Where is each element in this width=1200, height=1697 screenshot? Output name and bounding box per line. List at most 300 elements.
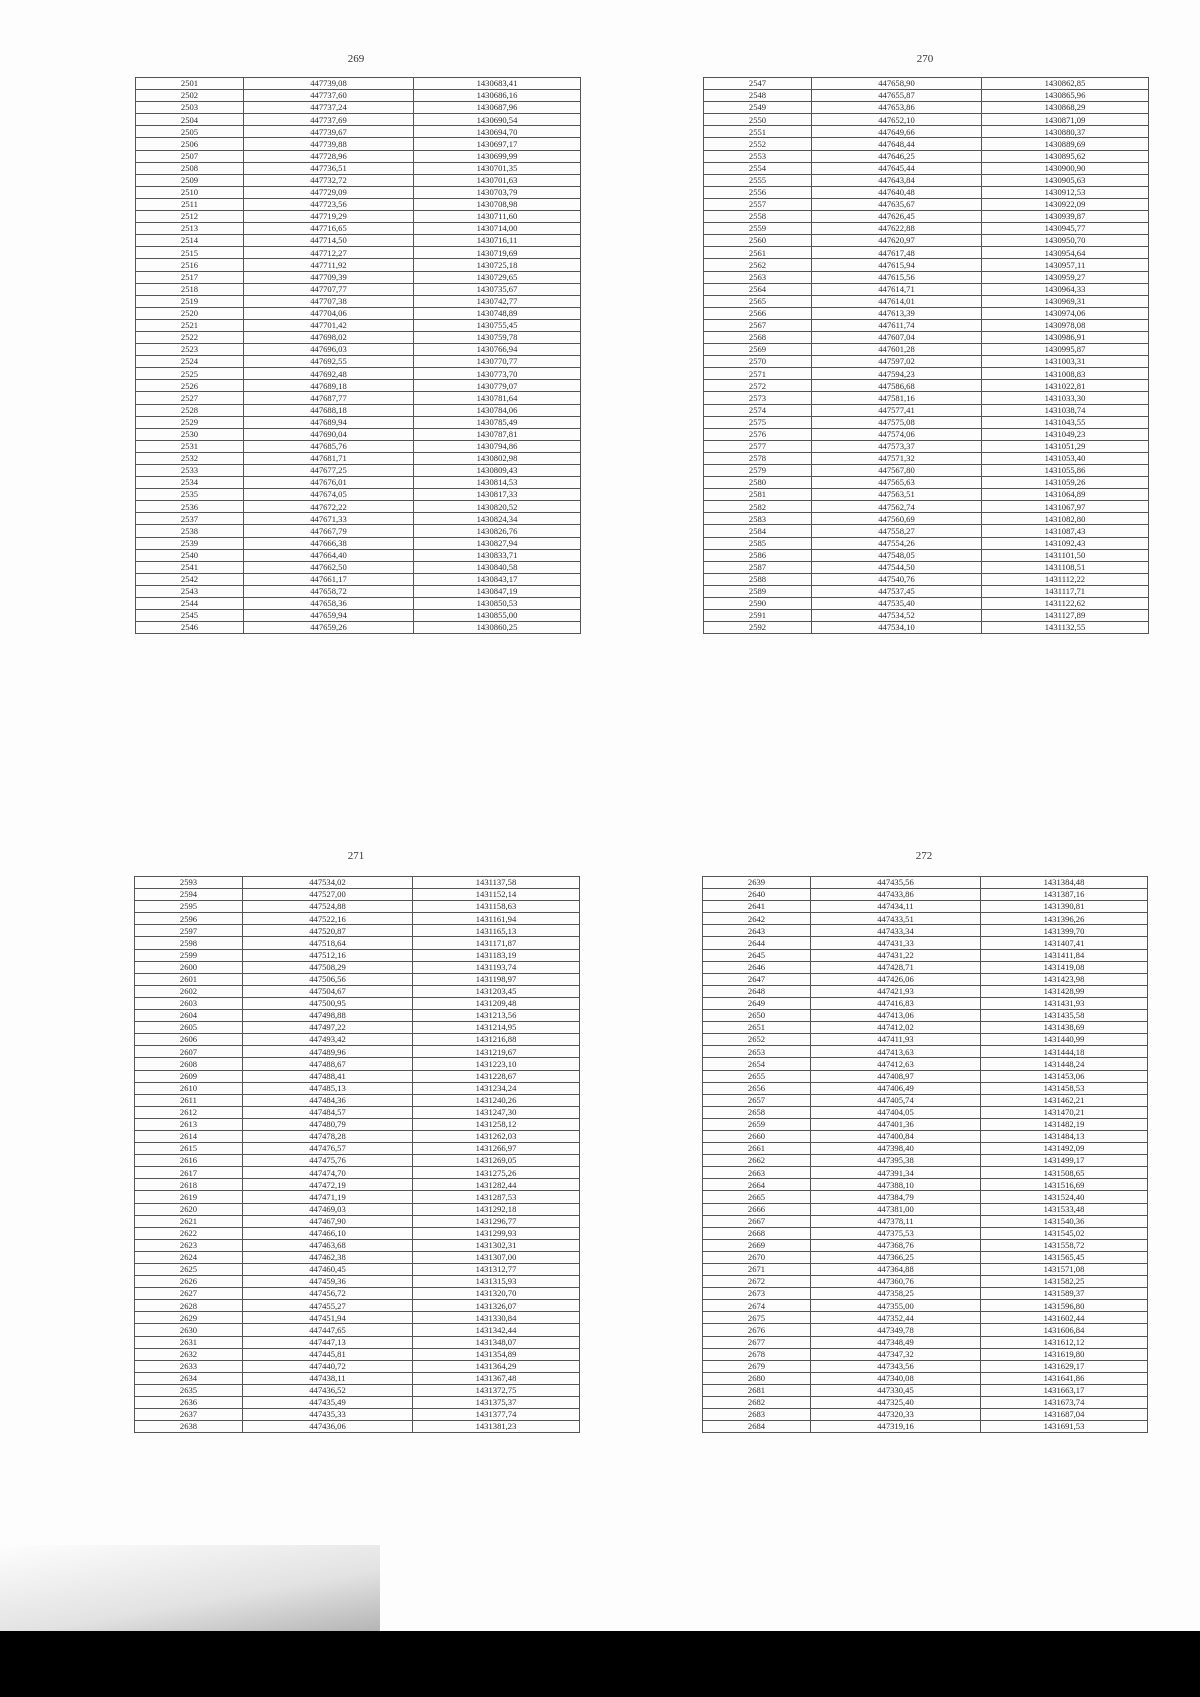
- x-coordinate-cell: 447447,65: [243, 1324, 413, 1336]
- x-coordinate-cell: 447512,16: [243, 949, 413, 961]
- point-number-cell: 2555: [704, 174, 812, 186]
- y-coordinate-cell: 1431043,55: [982, 416, 1149, 428]
- x-coordinate-cell: 447666,38: [244, 537, 414, 549]
- y-coordinate-cell: 1431492,09: [981, 1143, 1148, 1155]
- table-row: [703, 1143, 1148, 1155]
- x-coordinate-cell: 447714,50: [244, 235, 414, 247]
- point-number-cell: 2615: [135, 1143, 243, 1155]
- table-row: [135, 1397, 580, 1409]
- x-coordinate-cell: 447739,08: [244, 78, 414, 90]
- x-coordinate-cell: 447701,42: [244, 319, 414, 331]
- table-row: [135, 1384, 580, 1396]
- table-row: [703, 1300, 1148, 1312]
- point-number-cell: 2633: [135, 1360, 243, 1372]
- x-coordinate-cell: 447364,88: [811, 1264, 981, 1276]
- x-coordinate-cell: 447732,72: [244, 174, 414, 186]
- y-coordinate-cell: 1430986,91: [982, 331, 1149, 343]
- table-row: [704, 223, 1149, 235]
- table-row: [136, 295, 581, 307]
- point-number-cell: 2682: [703, 1397, 811, 1409]
- table-row: [703, 913, 1148, 925]
- x-coordinate-cell: 447594,23: [812, 368, 982, 380]
- point-number-cell: 2617: [135, 1167, 243, 1179]
- point-number-cell: 2676: [703, 1324, 811, 1336]
- point-number-cell: 2635: [135, 1384, 243, 1396]
- x-coordinate-cell: 447431,33: [811, 937, 981, 949]
- x-coordinate-cell: 447677,25: [244, 465, 414, 477]
- point-number-cell: 2623: [135, 1239, 243, 1251]
- table-row: [136, 489, 581, 501]
- x-coordinate-cell: 447459,36: [243, 1276, 413, 1288]
- point-number-cell: 2506: [136, 138, 244, 150]
- table-row: [136, 198, 581, 210]
- table-row: [135, 1215, 580, 1227]
- page-number-272: 272: [915, 850, 933, 862]
- y-coordinate-cell: 1431377,74: [413, 1409, 580, 1421]
- table-row: [135, 1300, 580, 1312]
- table-row: [703, 1239, 1148, 1251]
- y-coordinate-cell: 1430785,49: [414, 416, 581, 428]
- table-row: [135, 1058, 580, 1070]
- x-coordinate-cell: 447562,74: [812, 501, 982, 513]
- table-row: [135, 1324, 580, 1336]
- table-row: [703, 1034, 1148, 1046]
- table-row: [135, 925, 580, 937]
- table-row: [704, 549, 1149, 561]
- y-coordinate-cell: 1430954,64: [982, 247, 1149, 259]
- x-coordinate-cell: 447617,48: [812, 247, 982, 259]
- scan-bottom-border: [0, 1631, 1200, 1697]
- table-row: [135, 1409, 580, 1421]
- y-coordinate-cell: 1431462,21: [981, 1094, 1148, 1106]
- x-coordinate-cell: 447681,71: [244, 452, 414, 464]
- point-number-cell: 2611: [135, 1094, 243, 1106]
- page-number-269: 269: [347, 53, 365, 65]
- x-coordinate-cell: 447655,87: [812, 90, 982, 102]
- x-coordinate-cell: 447368,76: [811, 1239, 981, 1251]
- point-number-cell: 2622: [135, 1227, 243, 1239]
- y-coordinate-cell: 1431112,22: [982, 573, 1149, 585]
- y-coordinate-cell: 1431589,37: [981, 1288, 1148, 1300]
- x-coordinate-cell: 447434,11: [811, 901, 981, 913]
- table-row: [704, 307, 1149, 319]
- y-coordinate-cell: 1431269,05: [413, 1155, 580, 1167]
- x-coordinate-cell: 447698,02: [244, 331, 414, 343]
- x-coordinate-cell: 447493,42: [243, 1034, 413, 1046]
- y-coordinate-cell: 1431438,69: [981, 1022, 1148, 1034]
- y-coordinate-cell: 1431673,74: [981, 1397, 1148, 1409]
- y-coordinate-cell: 1431198,97: [413, 973, 580, 985]
- point-number-cell: 2653: [703, 1046, 811, 1058]
- x-coordinate-cell: 447395,38: [811, 1155, 981, 1167]
- x-coordinate-cell: 447348,49: [811, 1336, 981, 1348]
- point-number-cell: 2618: [135, 1179, 243, 1191]
- table-row: [136, 561, 581, 573]
- point-number-cell: 2560: [704, 235, 812, 247]
- point-number-cell: 2608: [135, 1058, 243, 1070]
- table-row: [135, 1348, 580, 1360]
- table-row: [704, 344, 1149, 356]
- y-coordinate-cell: 1431545,02: [981, 1227, 1148, 1239]
- x-coordinate-cell: 447460,45: [243, 1264, 413, 1276]
- point-number-cell: 2558: [704, 211, 812, 223]
- table-row: [703, 889, 1148, 901]
- x-coordinate-cell: 447478,28: [243, 1130, 413, 1142]
- point-number-cell: 2543: [136, 585, 244, 597]
- y-coordinate-cell: 1431234,24: [413, 1082, 580, 1094]
- y-coordinate-cell: 1430703,79: [414, 186, 581, 198]
- point-number-cell: 2664: [703, 1179, 811, 1191]
- y-coordinate-cell: 1430959,27: [982, 271, 1149, 283]
- point-number-cell: 2565: [704, 295, 812, 307]
- x-coordinate-cell: 447622,88: [812, 223, 982, 235]
- table-row: [136, 380, 581, 392]
- y-coordinate-cell: 1431216,88: [413, 1034, 580, 1046]
- table-row: [703, 961, 1148, 973]
- x-coordinate-cell: 447620,97: [812, 235, 982, 247]
- point-number-cell: 2663: [703, 1167, 811, 1179]
- y-coordinate-cell: 1431059,26: [982, 477, 1149, 489]
- point-number-cell: 2582: [704, 501, 812, 513]
- table-row: [135, 1239, 580, 1251]
- x-coordinate-cell: 447586,68: [812, 380, 982, 392]
- y-coordinate-cell: 1431223,10: [413, 1058, 580, 1070]
- y-coordinate-cell: 1431203,45: [413, 985, 580, 997]
- point-number-cell: 2600: [135, 961, 243, 973]
- table-row: [704, 271, 1149, 283]
- table-row: [704, 247, 1149, 259]
- y-coordinate-cell: 1431499,17: [981, 1155, 1148, 1167]
- point-number-cell: 2606: [135, 1034, 243, 1046]
- point-number-cell: 2648: [703, 985, 811, 997]
- point-number-cell: 2577: [704, 440, 812, 452]
- table-row: [136, 428, 581, 440]
- x-coordinate-cell: 447739,88: [244, 138, 414, 150]
- table-row: [136, 271, 581, 283]
- y-coordinate-cell: 1431122,62: [982, 598, 1149, 610]
- x-coordinate-cell: 447548,05: [812, 549, 982, 561]
- x-coordinate-cell: 447648,44: [812, 138, 982, 150]
- point-number-cell: 2613: [135, 1118, 243, 1130]
- point-number-cell: 2590: [704, 598, 812, 610]
- table-row: [135, 1070, 580, 1082]
- table-row: [704, 102, 1149, 114]
- table-row: [703, 1227, 1148, 1239]
- x-coordinate-cell: 447426,06: [811, 973, 981, 985]
- table-row: [703, 1010, 1148, 1022]
- x-coordinate-cell: 447445,81: [243, 1348, 413, 1360]
- point-number-cell: 2640: [703, 889, 811, 901]
- point-number-cell: 2575: [704, 416, 812, 428]
- point-number-cell: 2526: [136, 380, 244, 392]
- point-number-cell: 2621: [135, 1215, 243, 1227]
- x-coordinate-cell: 447652,10: [812, 114, 982, 126]
- y-coordinate-cell: 1431482,19: [981, 1118, 1148, 1130]
- table-row: [704, 489, 1149, 501]
- table-row: [703, 1191, 1148, 1203]
- table-row: [704, 525, 1149, 537]
- table-row: [703, 973, 1148, 985]
- x-coordinate-cell: 447484,36: [243, 1094, 413, 1106]
- y-coordinate-cell: 1431381,23: [413, 1421, 580, 1433]
- table-row: [136, 150, 581, 162]
- table-row: [135, 1082, 580, 1094]
- y-coordinate-cell: 1430773,70: [414, 368, 581, 380]
- point-number-cell: 2645: [703, 949, 811, 961]
- table-row: [703, 937, 1148, 949]
- y-coordinate-cell: 1430862,85: [982, 78, 1149, 90]
- table-row: [703, 1288, 1148, 1300]
- table-row: [704, 585, 1149, 597]
- x-coordinate-cell: 447729,09: [244, 186, 414, 198]
- point-number-cell: 2509: [136, 174, 244, 186]
- x-coordinate-cell: 447560,69: [812, 513, 982, 525]
- table-row: [704, 537, 1149, 549]
- x-coordinate-cell: 447573,37: [812, 440, 982, 452]
- x-coordinate-cell: 447488,67: [243, 1058, 413, 1070]
- point-number-cell: 2548: [704, 90, 812, 102]
- y-coordinate-cell: 1430694,70: [414, 126, 581, 138]
- x-coordinate-cell: 447497,22: [243, 1022, 413, 1034]
- table-row: [135, 1276, 580, 1288]
- table-row: [136, 114, 581, 126]
- table-row: [136, 549, 581, 561]
- y-coordinate-cell: 1430748,89: [414, 307, 581, 319]
- table-row: [703, 997, 1148, 1009]
- point-number-cell: 2545: [136, 610, 244, 622]
- y-coordinate-cell: 1431484,13: [981, 1130, 1148, 1142]
- y-coordinate-cell: 1431117,71: [982, 585, 1149, 597]
- point-number-cell: 2516: [136, 259, 244, 271]
- table-row: [136, 283, 581, 295]
- table-row: [135, 1288, 580, 1300]
- x-coordinate-cell: 447431,22: [811, 949, 981, 961]
- table-row: [135, 1203, 580, 1215]
- x-coordinate-cell: 447689,18: [244, 380, 414, 392]
- x-coordinate-cell: 447567,80: [812, 465, 982, 477]
- x-coordinate-cell: 447471,19: [243, 1191, 413, 1203]
- table-row: [703, 1094, 1148, 1106]
- x-coordinate-cell: 447352,44: [811, 1312, 981, 1324]
- coordinate-table-269: [135, 77, 581, 634]
- y-coordinate-cell: 1431354,89: [413, 1348, 580, 1360]
- table-row: [135, 949, 580, 961]
- x-coordinate-cell: 447398,40: [811, 1143, 981, 1155]
- point-number-cell: 2512: [136, 211, 244, 223]
- x-coordinate-cell: 447451,94: [243, 1312, 413, 1324]
- table-row: [135, 913, 580, 925]
- point-number-cell: 2541: [136, 561, 244, 573]
- point-number-cell: 2607: [135, 1046, 243, 1058]
- point-number-cell: 2669: [703, 1239, 811, 1251]
- point-number-cell: 2596: [135, 913, 243, 925]
- point-number-cell: 2599: [135, 949, 243, 961]
- x-coordinate-cell: 447520,87: [243, 925, 413, 937]
- y-coordinate-cell: 1430781,64: [414, 392, 581, 404]
- table-row: [135, 961, 580, 973]
- x-coordinate-cell: 447360,76: [811, 1276, 981, 1288]
- y-coordinate-cell: 1430742,77: [414, 295, 581, 307]
- y-coordinate-cell: 1430784,06: [414, 404, 581, 416]
- y-coordinate-cell: 1431033,30: [982, 392, 1149, 404]
- point-number-cell: 2508: [136, 162, 244, 174]
- table-row: [704, 380, 1149, 392]
- table-row: [704, 392, 1149, 404]
- table-row: [136, 126, 581, 138]
- x-coordinate-cell: 447688,18: [244, 404, 414, 416]
- x-coordinate-cell: 447527,00: [243, 889, 413, 901]
- y-coordinate-cell: 1431516,69: [981, 1179, 1148, 1191]
- point-number-cell: 2513: [136, 223, 244, 235]
- y-coordinate-cell: 1430686,16: [414, 90, 581, 102]
- x-coordinate-cell: 447476,57: [243, 1143, 413, 1155]
- point-number-cell: 2530: [136, 428, 244, 440]
- y-coordinate-cell: 1430855,00: [414, 610, 581, 622]
- x-coordinate-cell: 447544,50: [812, 561, 982, 573]
- y-coordinate-cell: 1430889,69: [982, 138, 1149, 150]
- point-number-cell: 2581: [704, 489, 812, 501]
- coordinate-table-272: [702, 876, 1148, 1433]
- point-number-cell: 2542: [136, 573, 244, 585]
- table-row: [135, 1251, 580, 1263]
- table-row: [704, 501, 1149, 513]
- table-row: [704, 440, 1149, 452]
- table-row: [703, 1336, 1148, 1348]
- y-coordinate-cell: 1431691,53: [981, 1421, 1148, 1433]
- point-number-cell: 2616: [135, 1155, 243, 1167]
- x-coordinate-cell: 447739,67: [244, 126, 414, 138]
- point-number-cell: 2593: [135, 877, 243, 889]
- point-number-cell: 2629: [135, 1312, 243, 1324]
- y-coordinate-cell: 1431558,72: [981, 1239, 1148, 1251]
- y-coordinate-cell: 1431606,84: [981, 1324, 1148, 1336]
- y-coordinate-cell: 1430922,09: [982, 198, 1149, 210]
- table-row: [704, 138, 1149, 150]
- point-number-cell: 2536: [136, 501, 244, 513]
- point-number-cell: 2666: [703, 1203, 811, 1215]
- table-row: [136, 416, 581, 428]
- point-number-cell: 2610: [135, 1082, 243, 1094]
- x-coordinate-cell: 447436,52: [243, 1384, 413, 1396]
- point-number-cell: 2550: [704, 114, 812, 126]
- table-row: [704, 235, 1149, 247]
- x-coordinate-cell: 447411,93: [811, 1034, 981, 1046]
- x-coordinate-cell: 447433,51: [811, 913, 981, 925]
- x-coordinate-cell: 447664,40: [244, 549, 414, 561]
- x-coordinate-cell: 447574,06: [812, 428, 982, 440]
- y-coordinate-cell: 1431540,36: [981, 1215, 1148, 1227]
- point-number-cell: 2571: [704, 368, 812, 380]
- x-coordinate-cell: 447577,41: [812, 404, 982, 416]
- y-coordinate-cell: 1431508,65: [981, 1167, 1148, 1179]
- x-coordinate-cell: 447653,86: [812, 102, 982, 114]
- y-coordinate-cell: 1431067,97: [982, 501, 1149, 513]
- x-coordinate-cell: 447412,02: [811, 1022, 981, 1034]
- table-row: [703, 1058, 1148, 1070]
- point-number-cell: 2544: [136, 598, 244, 610]
- table-row: [703, 949, 1148, 961]
- point-number-cell: 2522: [136, 331, 244, 343]
- y-coordinate-cell: 1431158,63: [413, 901, 580, 913]
- y-coordinate-cell: 1431292,18: [413, 1203, 580, 1215]
- x-coordinate-cell: 447728,96: [244, 150, 414, 162]
- y-coordinate-cell: 1430725,18: [414, 259, 581, 271]
- point-number-cell: 2634: [135, 1372, 243, 1384]
- x-coordinate-cell: 447375,53: [811, 1227, 981, 1239]
- point-number-cell: 2549: [704, 102, 812, 114]
- y-coordinate-cell: 1431571,08: [981, 1264, 1148, 1276]
- y-coordinate-cell: 1431087,43: [982, 525, 1149, 537]
- table-row: [704, 465, 1149, 477]
- point-number-cell: 2655: [703, 1070, 811, 1082]
- y-coordinate-cell: 1431101,50: [982, 549, 1149, 561]
- x-coordinate-cell: 447646,25: [812, 150, 982, 162]
- point-number-cell: 2517: [136, 271, 244, 283]
- table-row: [135, 937, 580, 949]
- point-number-cell: 2553: [704, 150, 812, 162]
- y-coordinate-cell: 1431282,44: [413, 1179, 580, 1191]
- point-number-cell: 2501: [136, 78, 244, 90]
- table-row: [136, 356, 581, 368]
- table-row: [136, 537, 581, 549]
- table-row: [136, 452, 581, 464]
- x-coordinate-cell: 447498,88: [243, 1010, 413, 1022]
- table-row: [703, 1372, 1148, 1384]
- y-coordinate-cell: 1431262,03: [413, 1130, 580, 1142]
- point-number-cell: 2586: [704, 549, 812, 561]
- x-coordinate-cell: 447707,77: [244, 283, 414, 295]
- table-row: [704, 610, 1149, 622]
- y-coordinate-cell: 1430865,96: [982, 90, 1149, 102]
- x-coordinate-cell: 447614,01: [812, 295, 982, 307]
- point-number-cell: 2567: [704, 319, 812, 331]
- point-number-cell: 2531: [136, 440, 244, 452]
- y-coordinate-cell: 1431183,19: [413, 949, 580, 961]
- y-coordinate-cell: 1430957,11: [982, 259, 1149, 271]
- x-coordinate-cell: 447485,13: [243, 1082, 413, 1094]
- y-coordinate-cell: 1430895,62: [982, 150, 1149, 162]
- x-coordinate-cell: 447534,02: [243, 877, 413, 889]
- point-number-cell: 2574: [704, 404, 812, 416]
- x-coordinate-cell: 447400,84: [811, 1130, 981, 1142]
- y-coordinate-cell: 1431342,44: [413, 1324, 580, 1336]
- y-coordinate-cell: 1430699,99: [414, 150, 581, 162]
- x-coordinate-cell: 447474,70: [243, 1167, 413, 1179]
- y-coordinate-cell: 1430716,11: [414, 235, 581, 247]
- point-number-cell: 2631: [135, 1336, 243, 1348]
- page-number-271: 271: [347, 850, 365, 862]
- x-coordinate-cell: 447456,72: [243, 1288, 413, 1300]
- x-coordinate-cell: 447689,94: [244, 416, 414, 428]
- table-row: [703, 1312, 1148, 1324]
- scan-shadow: [0, 1545, 380, 1631]
- point-number-cell: 2665: [703, 1191, 811, 1203]
- y-coordinate-cell: 1430729,65: [414, 271, 581, 283]
- y-coordinate-cell: 1431022,81: [982, 380, 1149, 392]
- y-coordinate-cell: 1431396,26: [981, 913, 1148, 925]
- x-coordinate-cell: 447737,69: [244, 114, 414, 126]
- table-row: [704, 561, 1149, 573]
- x-coordinate-cell: 447613,39: [812, 307, 982, 319]
- point-number-cell: 2683: [703, 1409, 811, 1421]
- y-coordinate-cell: 1430905,63: [982, 174, 1149, 186]
- y-coordinate-cell: 1431458,53: [981, 1082, 1148, 1094]
- point-number-cell: 2598: [135, 937, 243, 949]
- point-number-cell: 2563: [704, 271, 812, 283]
- x-coordinate-cell: 447433,86: [811, 889, 981, 901]
- y-coordinate-cell: 1431407,41: [981, 937, 1148, 949]
- x-coordinate-cell: 447736,51: [244, 162, 414, 174]
